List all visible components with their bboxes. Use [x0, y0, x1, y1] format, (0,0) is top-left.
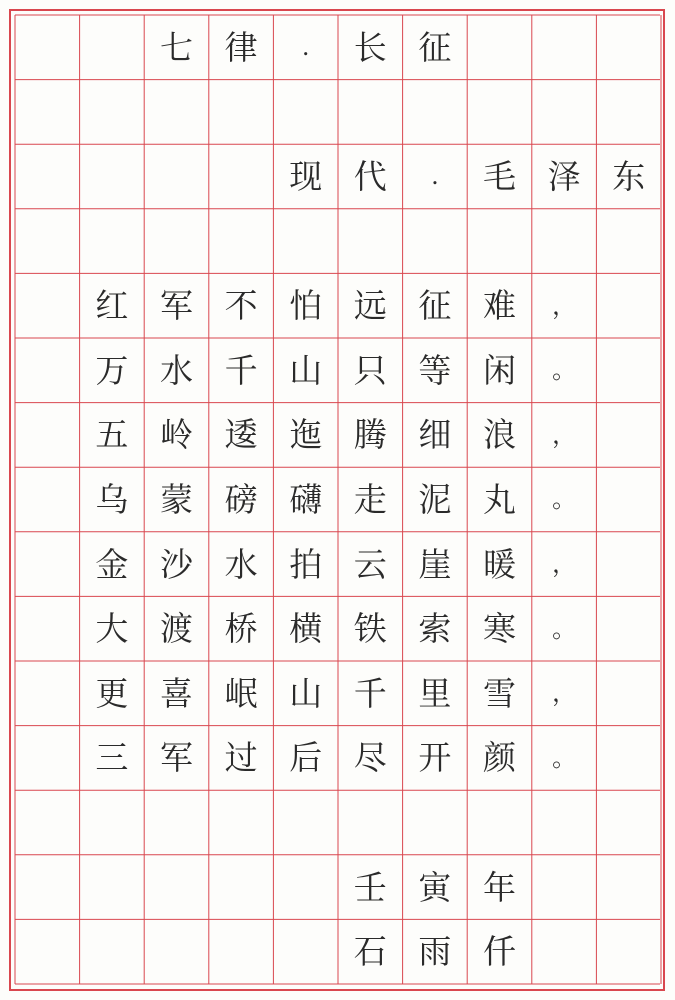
- handwritten-character: 磅: [224, 479, 258, 519]
- punctuation-mark: ，: [552, 550, 577, 579]
- handwritten-character: 毛: [482, 156, 516, 196]
- handwritten-character: 桥: [224, 609, 258, 649]
- handwritten-character: 怕: [289, 286, 323, 326]
- handwritten-character: 开: [418, 738, 452, 778]
- handwritten-character: 泥: [418, 479, 452, 519]
- punctuation-mark: ，: [552, 679, 577, 708]
- handwritten-character: 铁: [353, 609, 387, 649]
- punctuation-mark: .: [431, 162, 439, 191]
- handwritten-character: 水: [224, 544, 258, 584]
- punctuation-mark: ，: [552, 420, 577, 449]
- handwritten-character: 征: [418, 27, 452, 67]
- handwritten-character: 只: [353, 350, 387, 390]
- handwritten-character: 水: [159, 350, 193, 390]
- handwritten-character: 逶: [224, 415, 258, 455]
- handwritten-character: 岷: [224, 673, 258, 713]
- handwritten-character: 红: [95, 286, 129, 326]
- handwritten-character: 律: [224, 27, 258, 67]
- handwritten-character: 远: [353, 286, 387, 326]
- punctuation-mark: .: [301, 33, 310, 62]
- handwritten-character: 三: [95, 738, 129, 778]
- handwritten-character: 大: [95, 609, 129, 649]
- handwritten-character: 后: [289, 738, 323, 778]
- handwritten-character: 礴: [289, 479, 323, 519]
- handwritten-character: 现: [289, 156, 323, 196]
- handwritten-character: 里: [418, 673, 452, 713]
- punctuation-mark: 。: [552, 485, 577, 514]
- handwritten-character: 崖: [418, 544, 452, 584]
- handwritten-character: 蒙: [159, 479, 193, 519]
- handwritten-character: 千: [353, 673, 387, 713]
- handwritten-character: 七: [159, 27, 193, 67]
- handwritten-character: 迤: [289, 415, 323, 455]
- handwritten-character: 颜: [482, 738, 516, 778]
- punctuation-mark: 。: [552, 614, 577, 643]
- punctuation-mark: ，: [552, 291, 577, 320]
- handwritten-character: 云: [353, 544, 387, 584]
- handwritten-character: 代: [353, 156, 387, 196]
- handwritten-character: 征: [418, 286, 452, 326]
- handwritten-character: 军: [159, 738, 193, 778]
- handwritten-character: 万: [95, 350, 129, 390]
- handwritten-character: 五: [95, 415, 129, 455]
- handwritten-character: 拍: [289, 544, 323, 584]
- punctuation-mark: 。: [552, 356, 577, 385]
- handwritten-character: 渡: [159, 609, 193, 649]
- handwritten-character: 岭: [159, 415, 193, 455]
- handwritten-character: 山: [289, 350, 323, 390]
- handwritten-character: 军: [159, 286, 193, 326]
- handwritten-character: 壬: [353, 867, 387, 907]
- handwritten-character: 喜: [159, 673, 193, 713]
- handwritten-character: 雪: [482, 673, 516, 713]
- handwritten-character: 过: [224, 738, 258, 778]
- handwritten-character: 沙: [159, 544, 193, 584]
- handwritten-character: 尽: [353, 738, 387, 778]
- handwritten-character: 丸: [482, 479, 516, 519]
- handwritten-character: 山: [289, 673, 323, 713]
- handwritten-character: 闲: [482, 350, 516, 390]
- handwritten-character: 长: [353, 27, 387, 67]
- handwritten-character: 雨: [418, 932, 452, 972]
- handwritten-character: 更: [95, 673, 129, 713]
- handwritten-character: 东: [612, 156, 646, 196]
- handwritten-character: 腾: [353, 415, 387, 455]
- handwritten-character: 寅: [418, 867, 452, 907]
- handwritten-character: 走: [353, 479, 387, 519]
- handwritten-character: 等: [418, 350, 452, 390]
- handwritten-character: 不: [224, 286, 258, 326]
- handwritten-character: 金: [95, 544, 129, 584]
- handwritten-character: 千: [224, 350, 258, 390]
- handwritten-character: 细: [418, 415, 452, 455]
- handwritten-character: 横: [289, 609, 323, 649]
- handwritten-character: 乌: [95, 479, 129, 519]
- handwritten-character: 索: [418, 609, 452, 649]
- handwritten-character: 仟: [482, 932, 516, 972]
- handwritten-character: 暖: [482, 544, 516, 584]
- handwritten-character: 难: [482, 286, 516, 326]
- handwritten-character: 寒: [482, 609, 516, 649]
- punctuation-mark: 。: [552, 743, 577, 772]
- handwritten-character: 浪: [482, 415, 516, 455]
- handwritten-character: 泽: [547, 156, 581, 196]
- handwritten-character: 年: [482, 867, 516, 907]
- handwritten-character: 石: [353, 932, 387, 972]
